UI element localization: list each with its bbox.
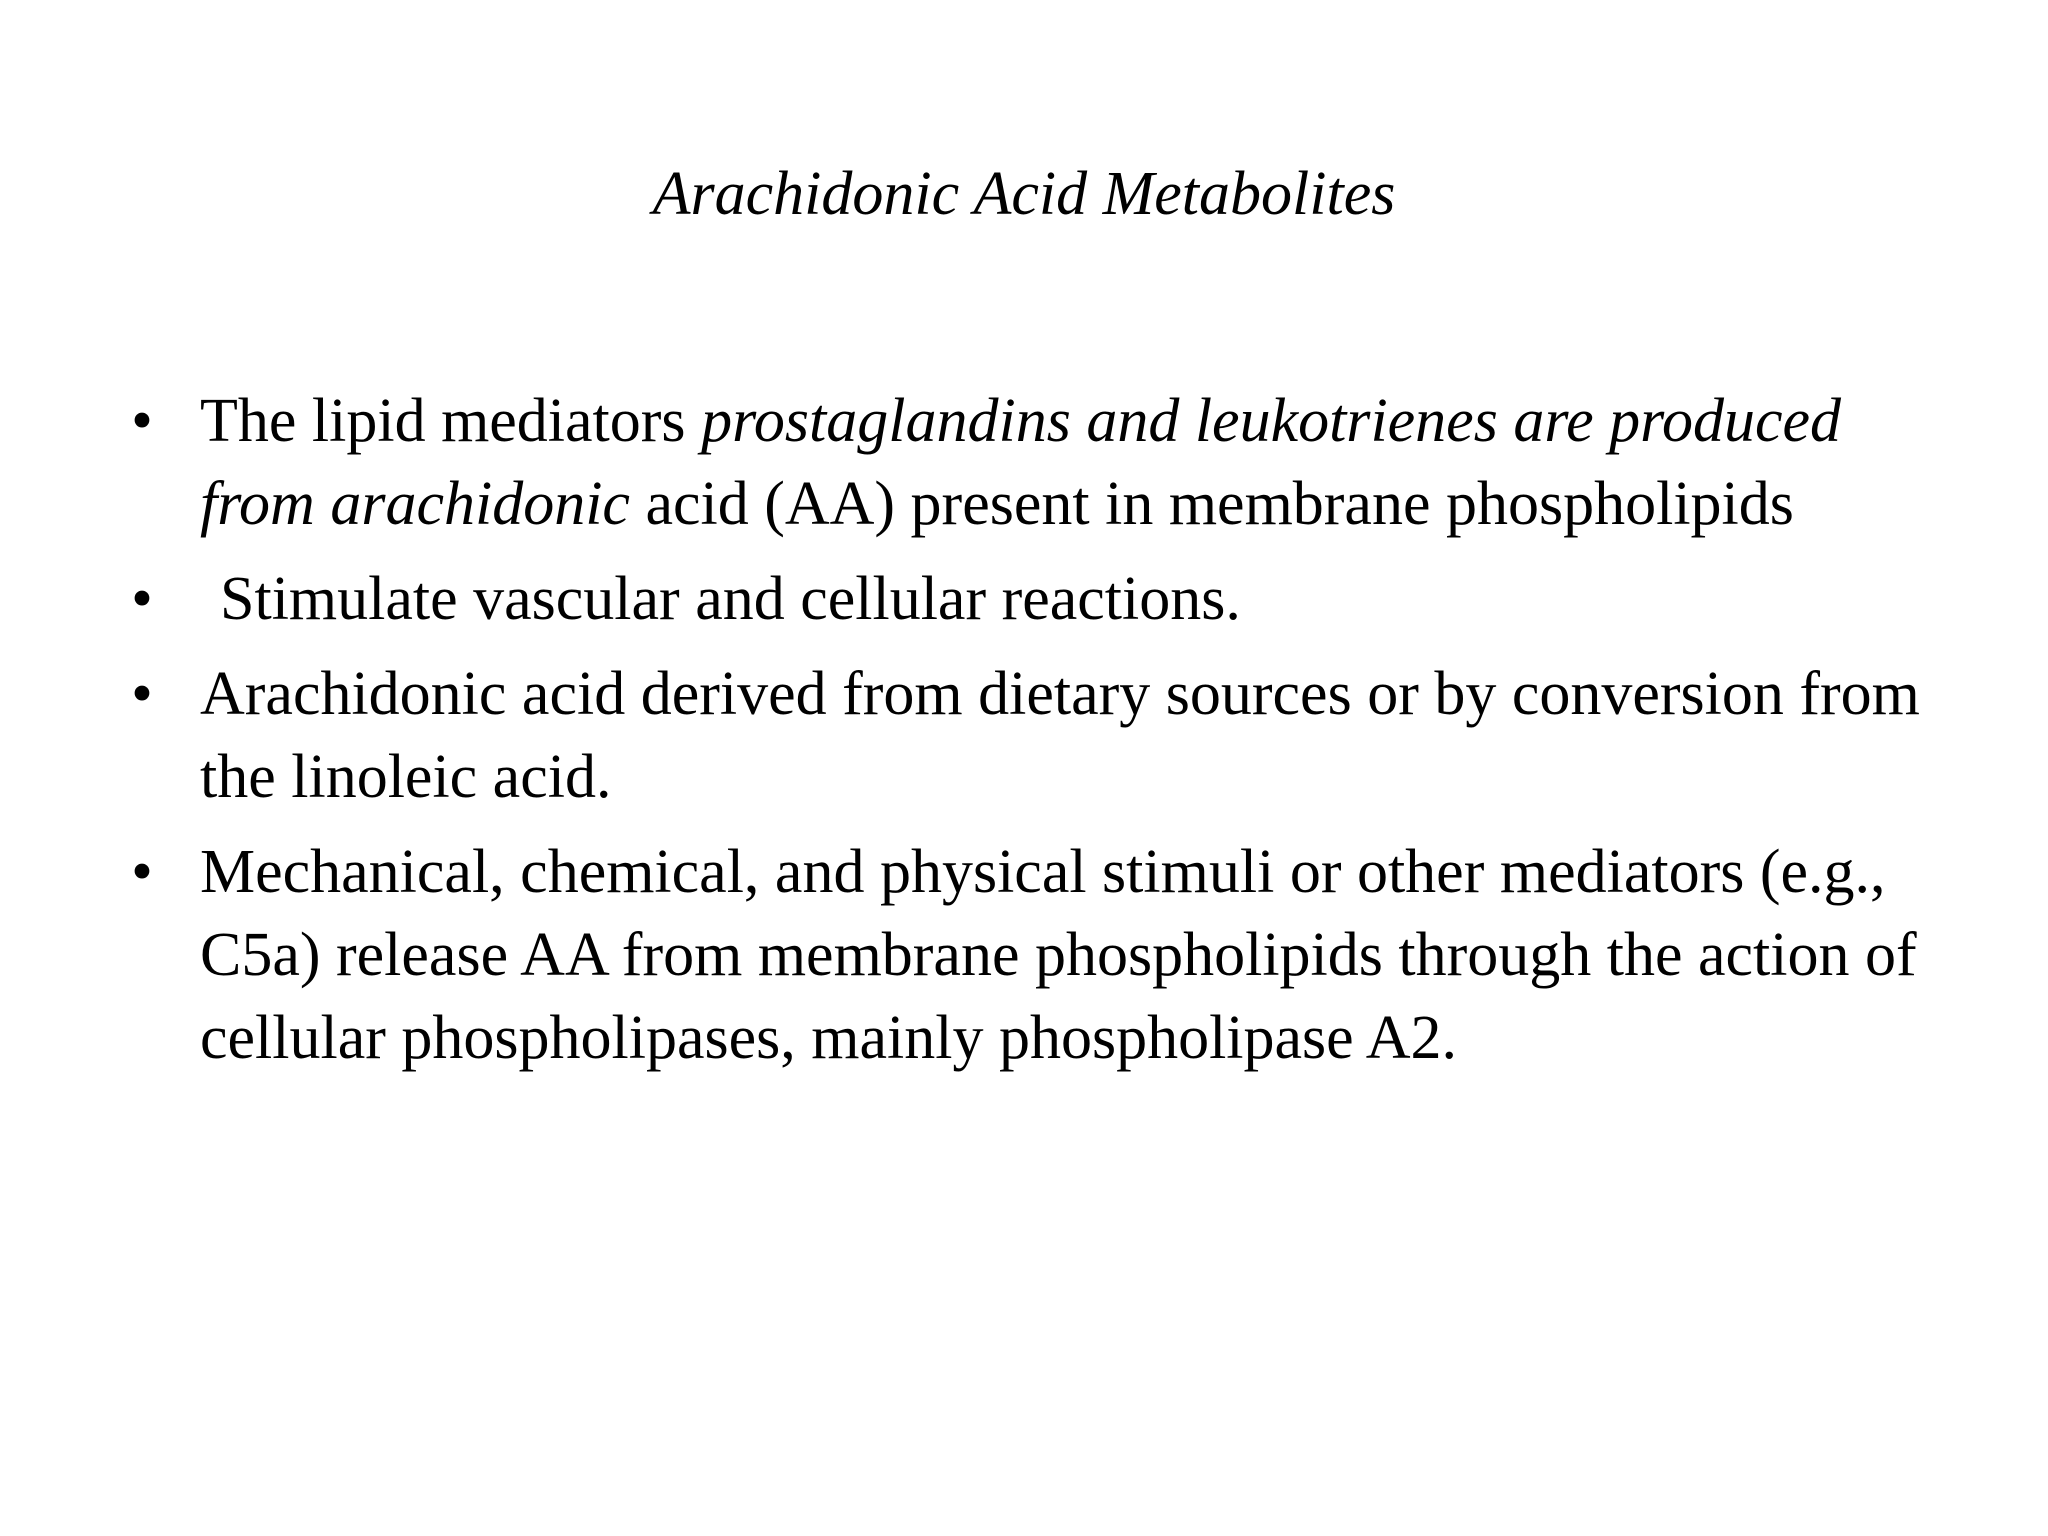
bullet-1-italic-part: prostaglandins and leukotrienes are produced from arachidonic bbox=[200, 387, 1842, 538]
bullet-list bbox=[131, 380, 1940, 1092]
bullet-icon: • bbox=[131, 838, 153, 906]
bullet-text-2: Stimulate vascular and cellular reactions. bbox=[220, 565, 1241, 633]
bullet-text-3: Arachidonic acid derived from dietary sources or by conversion from the linoleic acid. bbox=[200, 660, 1920, 811]
bullet-text-1 bbox=[200, 387, 1841, 538]
bullet-text-4: Mechanical, chemical, and physical stimuli or other mediators (e.g., C5a) release AA from membrane phospholipids through the action of cellular phospholipases, mainly phospholipase A2. bbox=[200, 838, 1917, 1072]
bullet-1-part-3: acid (AA) present in membrane phospholipids bbox=[629, 470, 1794, 538]
bullet-item-2 bbox=[131, 558, 1940, 641]
slide-title: Arachidonic Acid Metabolites bbox=[652, 160, 1396, 228]
bullet-item-4 bbox=[131, 831, 1940, 1080]
bullet-item-3 bbox=[131, 653, 1940, 819]
bullet-item-1 bbox=[131, 380, 1940, 546]
bullet-icon: • bbox=[131, 565, 153, 633]
bullet-icon: • bbox=[131, 387, 153, 455]
bullet-icon: • bbox=[131, 660, 153, 728]
bullet-1-part-1: The lipid mediators bbox=[200, 387, 702, 455]
